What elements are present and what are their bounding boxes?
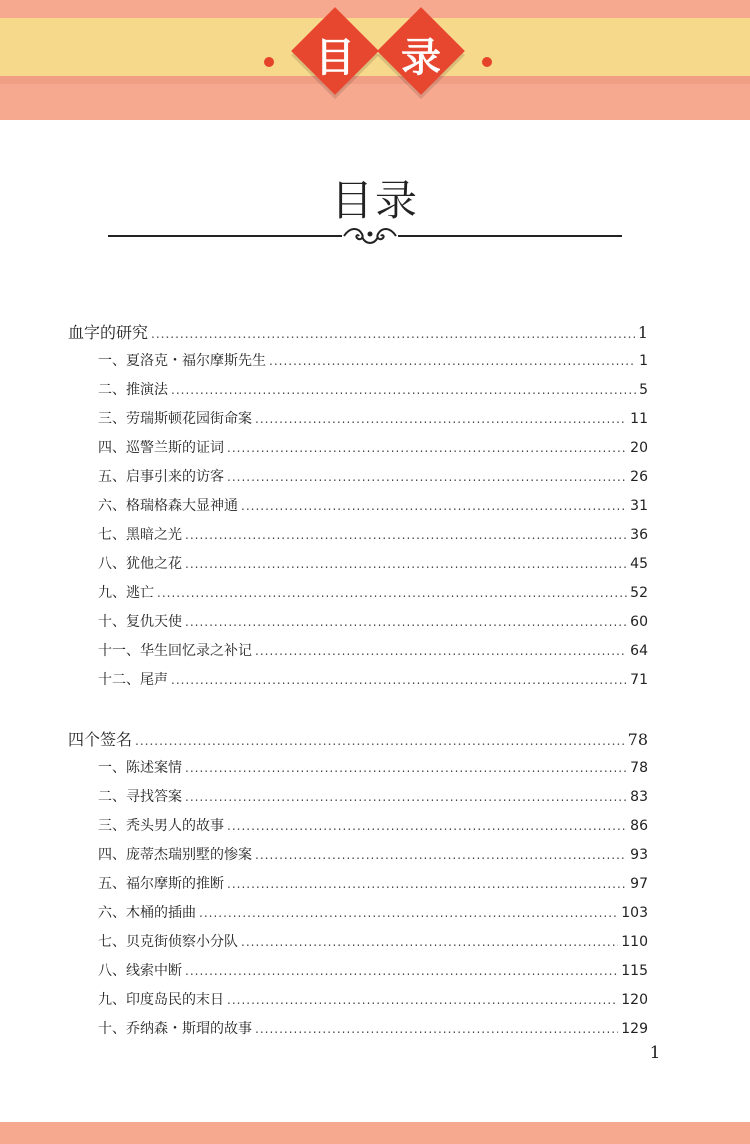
toc-chapter[interactable] xyxy=(68,841,648,870)
dot-leader xyxy=(185,957,618,986)
toc-chapter[interactable] xyxy=(68,870,648,899)
dot-leader xyxy=(227,870,627,899)
toc-chapter-label: 十、复仇天使 xyxy=(98,614,182,630)
toc-chapter[interactable] xyxy=(68,957,648,986)
dot-leader xyxy=(199,899,618,928)
toc-part[interactable] xyxy=(68,725,648,754)
dot-leader xyxy=(255,637,627,666)
toc-chapter-label: 十一、华生回忆录之补记 xyxy=(98,643,252,659)
toc-chapter-page: 129 xyxy=(621,1021,648,1037)
page-title: 目录 xyxy=(330,176,419,225)
toc-chapter-page: 26 xyxy=(630,469,648,485)
banner-char-1: 目 xyxy=(315,35,355,81)
toc-chapter-label: 一、陈述案情 xyxy=(98,760,182,776)
dot-leader xyxy=(227,463,627,492)
toc-chapter[interactable] xyxy=(68,812,648,841)
banner-char-2: 录 xyxy=(401,35,441,81)
toc-chapter[interactable] xyxy=(68,899,648,928)
toc-chapter-page: 115 xyxy=(621,963,648,979)
toc-chapter-label: 八、线索中断 xyxy=(98,963,182,979)
toc-chapter-page: 97 xyxy=(630,876,648,892)
dot-leader xyxy=(185,783,627,812)
toc-chapter-label: 五、福尔摩斯的推断 xyxy=(98,876,224,892)
toc-chapter-label: 六、木桶的插曲 xyxy=(98,905,196,921)
dot-leader xyxy=(151,320,635,347)
toc-chapter-label: 三、劳瑞斯顿花园街命案 xyxy=(98,411,252,427)
toc-part-page: 1 xyxy=(637,323,648,342)
dot-leader xyxy=(135,727,625,754)
toc-chapter-page: 45 xyxy=(630,556,648,572)
title-rule-left xyxy=(108,235,342,237)
toc-chapter[interactable] xyxy=(68,754,648,783)
banner-dot-left xyxy=(264,57,274,67)
toc-chapter-page: 71 xyxy=(630,672,648,688)
toc-chapter-label: 七、黑暗之光 xyxy=(98,527,182,543)
toc-chapter-label: 十二、尾声 xyxy=(98,672,168,688)
toc-chapter[interactable] xyxy=(68,405,648,434)
toc-chapter-page: 5 xyxy=(639,382,648,398)
toc-chapter-label: 九、印度岛民的末日 xyxy=(98,992,224,1008)
toc-chapter-label: 二、寻找答案 xyxy=(98,789,182,805)
toc-chapter-page: 31 xyxy=(630,498,648,514)
toc-chapter[interactable] xyxy=(68,463,648,492)
toc-chapter-page: 1 xyxy=(639,353,648,369)
toc-chapter[interactable] xyxy=(68,434,648,463)
toc-chapter-page: 60 xyxy=(630,614,648,630)
dot-leader xyxy=(185,550,627,579)
toc-chapter[interactable] xyxy=(68,492,648,521)
toc-chapter[interactable] xyxy=(68,928,648,957)
toc-chapter-label: 一、夏洛克・福尔摩斯先生 xyxy=(98,353,266,369)
toc-chapter-label: 九、逃亡 xyxy=(98,585,154,601)
toc-chapter-page: 36 xyxy=(630,527,648,543)
dot-leader xyxy=(227,434,627,463)
toc-part-title: 四个签名 xyxy=(68,730,133,749)
table-of-contents xyxy=(68,318,648,1044)
dot-leader xyxy=(269,347,636,376)
dot-leader xyxy=(255,405,627,434)
toc-chapter-label: 七、贝克街侦察小分队 xyxy=(98,934,238,950)
dot-leader xyxy=(171,666,627,695)
toc-chapter-label: 六、格瑞格森大显神通 xyxy=(98,498,238,514)
toc-chapter-page: 52 xyxy=(630,585,648,601)
toc-chapter-label: 十、乔纳森・斯瑁的故事 xyxy=(98,1021,252,1037)
toc-chapter-page: 86 xyxy=(630,818,648,834)
dot-leader xyxy=(171,376,636,405)
dot-leader xyxy=(185,754,627,783)
dot-leader xyxy=(227,812,627,841)
toc-chapter[interactable] xyxy=(68,347,648,376)
toc-chapter-label: 五、启事引来的访客 xyxy=(98,469,224,485)
toc-chapter-label: 三、秃头男人的故事 xyxy=(98,818,224,834)
toc-chapter-label: 八、犹他之花 xyxy=(98,556,182,572)
toc-chapter-page: 93 xyxy=(630,847,648,863)
toc-spacer xyxy=(68,695,648,725)
toc-chapter[interactable] xyxy=(68,783,648,812)
toc-chapter-label: 二、推演法 xyxy=(98,382,168,398)
toc-chapter[interactable] xyxy=(68,637,648,666)
toc-chapter-page: 120 xyxy=(621,992,648,1008)
dot-leader xyxy=(185,521,627,550)
toc-chapter-label: 四、巡警兰斯的证词 xyxy=(98,440,224,456)
toc-chapter-label: 四、庞蒂杰瑞别墅的惨案 xyxy=(98,847,252,863)
ornament-icon xyxy=(340,225,400,247)
toc-chapter-page: 11 xyxy=(630,411,648,427)
dot-leader xyxy=(185,608,627,637)
dot-leader xyxy=(227,986,618,1015)
toc-chapter[interactable] xyxy=(68,666,648,695)
toc-chapter[interactable] xyxy=(68,1015,648,1044)
footer-band xyxy=(0,1122,750,1144)
toc-part-title: 血字的研究 xyxy=(68,323,149,342)
dot-leader xyxy=(255,841,627,870)
toc-chapter-page: 64 xyxy=(630,643,648,659)
dot-leader xyxy=(157,579,627,608)
toc-chapter-page: 20 xyxy=(630,440,648,456)
banner-dot-right xyxy=(482,57,492,67)
toc-chapter[interactable] xyxy=(68,986,648,1015)
toc-chapter-page: 78 xyxy=(630,760,648,776)
toc-part-page: 78 xyxy=(627,730,648,749)
toc-chapter[interactable] xyxy=(68,376,648,405)
dot-leader xyxy=(241,492,627,521)
page-number: 1 xyxy=(649,1043,661,1063)
toc-chapter-page: 103 xyxy=(621,905,648,921)
toc-chapter-page: 83 xyxy=(630,789,648,805)
toc-chapter-page: 110 xyxy=(621,934,648,950)
toc-part[interactable] xyxy=(68,318,648,347)
toc-chapter[interactable] xyxy=(68,550,648,579)
toc-chapter[interactable] xyxy=(68,608,648,637)
dot-leader xyxy=(241,928,618,957)
dot-leader xyxy=(255,1015,618,1044)
title-rule-right xyxy=(398,235,622,237)
toc-chapter[interactable] xyxy=(68,579,648,608)
toc-chapter[interactable] xyxy=(68,521,648,550)
